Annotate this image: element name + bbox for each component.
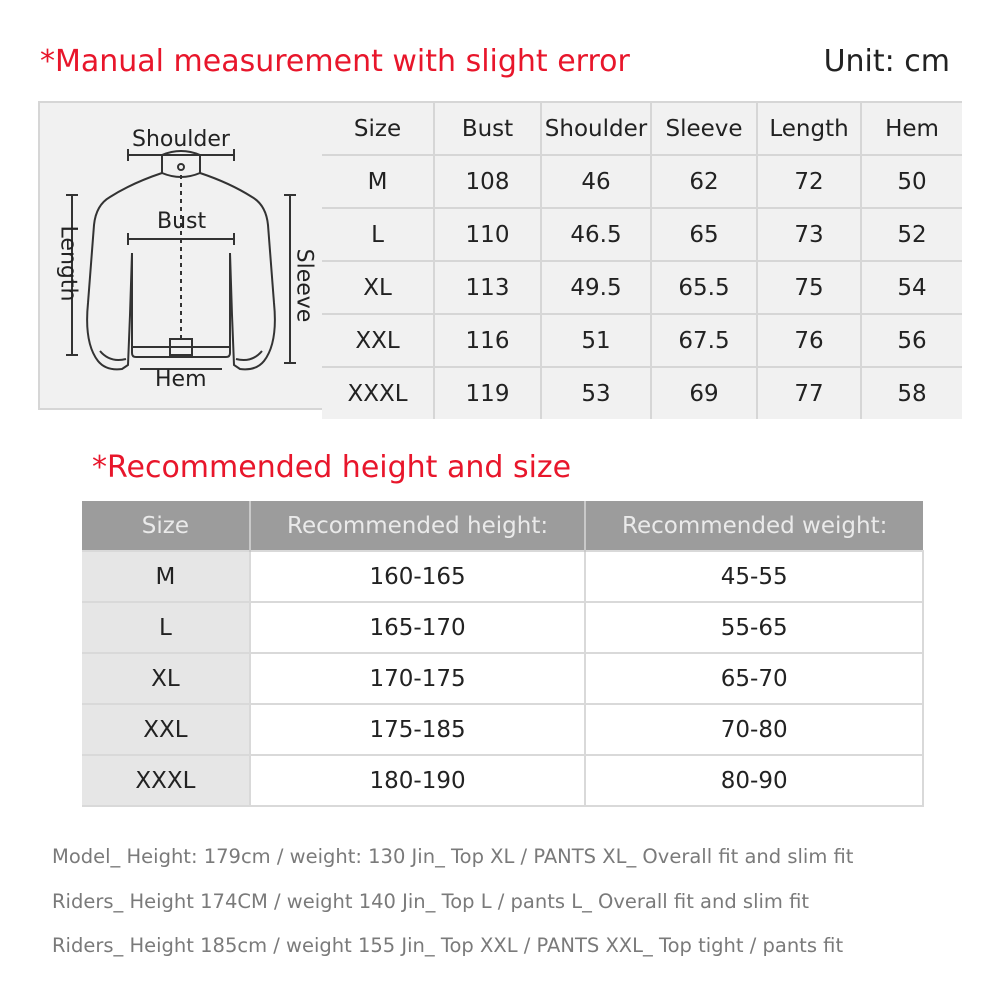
table-cell: 170-175 [250,653,586,704]
diagram-label-hem: Hem [155,367,207,392]
column-header: Recommended height: [250,501,586,551]
unit-label: Unit: cm [823,44,950,79]
table-cell: 65 [651,208,757,261]
table-cell: XXXL [322,367,434,419]
table-cell: M [322,155,434,208]
table-row [322,261,962,314]
table-cell: 70-80 [585,704,923,755]
table-cell: 73 [757,208,861,261]
table-cell: 55-65 [585,602,923,653]
table-cell: 175-185 [250,704,586,755]
recommend-table [82,501,924,807]
table-cell: 165-170 [250,602,586,653]
table-cell: 65-70 [585,653,923,704]
table-cell: XXL [82,704,250,755]
table-cell: 180-190 [250,755,586,806]
table-cell: 119 [434,367,541,419]
table-cell: 65.5 [651,261,757,314]
table-cell: 75 [757,261,861,314]
table-row [82,653,923,704]
table-row [322,314,962,367]
table-cell: 56 [861,314,962,367]
table-cell: XL [82,653,250,704]
table-cell: 76 [757,314,861,367]
table-cell: 160-165 [250,551,586,602]
table-row [82,755,923,806]
model-notes [52,843,853,977]
table-row [322,367,962,419]
measurement-table [322,103,962,419]
column-header: Length [757,103,861,155]
diagram-label-length: Length [55,225,81,302]
table-cell: 108 [434,155,541,208]
table-cell: 54 [861,261,962,314]
table-header-row [322,103,962,155]
table-cell: 72 [757,155,861,208]
table-cell: 113 [434,261,541,314]
table-cell: 50 [861,155,962,208]
table-row [322,208,962,261]
column-header: Recommended weight: [585,501,923,551]
table-row [82,704,923,755]
measurement-note-title: *Manual measurement with slight error [40,44,630,79]
column-header: Bust [434,103,541,155]
measurement-section [38,101,962,410]
table-cell: XXXL [82,755,250,806]
diagram-label-bust: Bust [157,209,207,234]
table-cell: 80-90 [585,755,923,806]
table-cell: 58 [861,367,962,419]
table-cell: 53 [541,367,651,419]
table-row [82,551,923,602]
diagram-label-sleeve: Sleeve [291,248,317,323]
column-header: Sleeve [651,103,757,155]
table-cell: 77 [757,367,861,419]
table-cell: L [322,208,434,261]
table-header-row [82,501,923,551]
table-cell: 51 [541,314,651,367]
table-cell: 46.5 [541,208,651,261]
jacket-diagram [40,103,324,408]
table-cell: 69 [651,367,757,419]
diagram-label-shoulder: Shoulder [132,127,230,152]
table-cell: 49.5 [541,261,651,314]
column-header: Hem [861,103,962,155]
table-cell: M [82,551,250,602]
table-cell: 110 [434,208,541,261]
table-cell: 116 [434,314,541,367]
note-line: Model_ Height: 179cm / weight: 130 Jin_ Top XL / PANTS XL_ Overall fit and slim fit [52,845,854,868]
table-cell: XXL [322,314,434,367]
table-row [82,602,923,653]
table-cell: XL [322,261,434,314]
table-cell: 67.5 [651,314,757,367]
table-cell: 52 [861,208,962,261]
column-header: Size [353,115,402,142]
column-header: Shoulder [541,103,651,155]
table-cell: 46 [541,155,651,208]
table-cell: 62 [651,155,757,208]
recommend-title: *Recommended height and size [92,450,572,485]
note-line: Riders_ Height 174CM / weight 140 Jin_ Top L / pants L_ Overall fit and slim fit [52,889,810,913]
table-cell: 45-55 [585,551,923,602]
table-cell: L [82,602,250,653]
table-row [322,155,962,208]
note-line: Riders_ Height 185cm / weight 155 Jin_ Top XXL / PANTS XXL_ Top tight / pants fit [52,934,844,957]
column-header: Size [82,501,250,551]
